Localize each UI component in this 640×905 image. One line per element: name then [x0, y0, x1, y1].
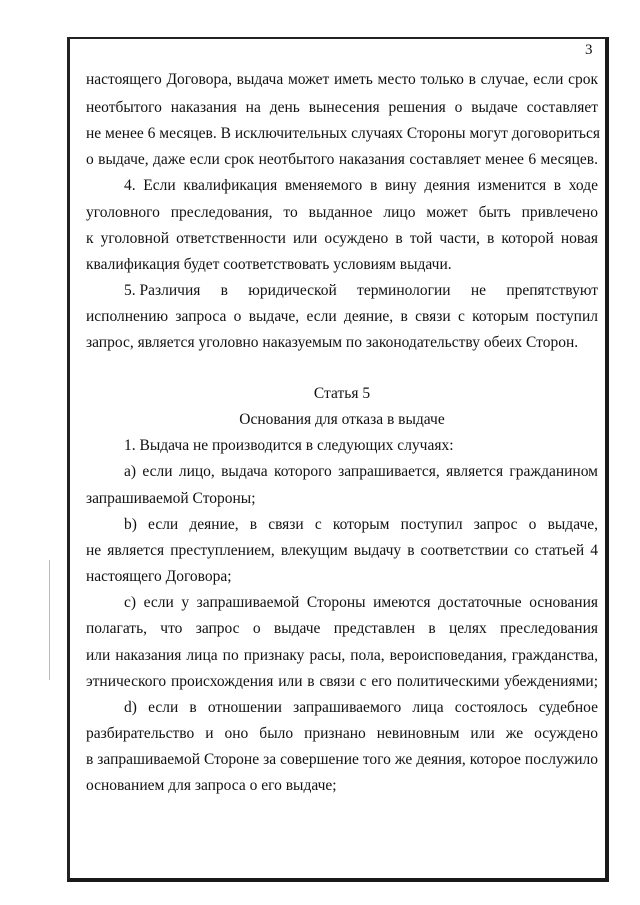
text-line: b) если деяние, в связи с которым поступил запрос о выдаче, — [124, 516, 598, 533]
word: терминологии — [357, 282, 451, 299]
text-line: в запрашиваемой Стороне за совершение того же деяния, которое послужило — [86, 751, 598, 768]
page-number: 3 — [585, 42, 593, 58]
text-line: не является преступлением, влекущим выдачу в соответствии со статьей 4 — [86, 542, 598, 559]
text-line: не менее 6 месяцев. В исключительных случаях Стороны могут договориться — [86, 125, 601, 142]
word: в — [220, 282, 228, 299]
word: не — [470, 282, 487, 299]
text-line: запрос, является уголовно наказуемым по законодательству обеих Сторон. — [86, 334, 579, 351]
word: 5. Различия — [124, 282, 201, 299]
text-line: полагать, что запрос о выдаче представлен в целях преследования — [86, 620, 598, 637]
scan-mark — [49, 560, 50, 680]
article-title: Основания для отказа в выдаче — [239, 411, 445, 428]
article-heading: Статья 5 — [313, 385, 371, 402]
text-line: а) если лицо, выдача которого запрашивается, является гражданином — [124, 463, 598, 480]
text-line: запрашиваемой Стороны; — [86, 490, 256, 507]
text-line: разбирательство и оно было признано невиновным или же осуждено — [86, 725, 598, 742]
text-line: исполнению запроса о выдаче, если деяние, в связи с которым поступил — [86, 308, 598, 325]
text-line: о выдаче, даже если срок неотбытого наказания составляет менее 6 месяцев. — [86, 151, 598, 168]
text-line: основанием для запроса о его выдаче; — [86, 777, 337, 794]
text-line: d) если в отношении запрашиваемого лица состоялось судебное — [124, 699, 598, 716]
text-line: к уголовной ответственности или осуждено в той части, в которой новая — [86, 230, 598, 247]
text-line: квалификация будет соответствовать условиям выдачи. — [86, 256, 452, 273]
text-line: неотбытого наказания на день вынесения решения о выдаче составляет — [86, 99, 598, 116]
word: юридической — [248, 282, 337, 299]
text-line: этнического происхождения или в связи с его политическими убеждениями; — [86, 673, 598, 690]
text-line: настоящего Договора; — [86, 568, 232, 585]
text-line: уголовного преследования, то выданное лицо может быть привлечено — [86, 204, 598, 221]
text-line-spread — [124, 281, 598, 301]
text-line: 1. Выдача не производится в следующих случаях: — [124, 437, 454, 454]
text-line: 4. Если квалификация вменяемого в вину деяния изменится в ходе — [124, 177, 598, 194]
word: препятствуют — [506, 282, 598, 299]
text-line: или наказания лица по признаку расы, пола, вероисповедания, гражданства, — [86, 647, 598, 664]
text-line: c) если у запрашиваемой Стороны имеются достаточные основания — [124, 594, 598, 611]
text-line: настоящего Договора, выдача может иметь место только в случае, если срок — [86, 71, 598, 88]
